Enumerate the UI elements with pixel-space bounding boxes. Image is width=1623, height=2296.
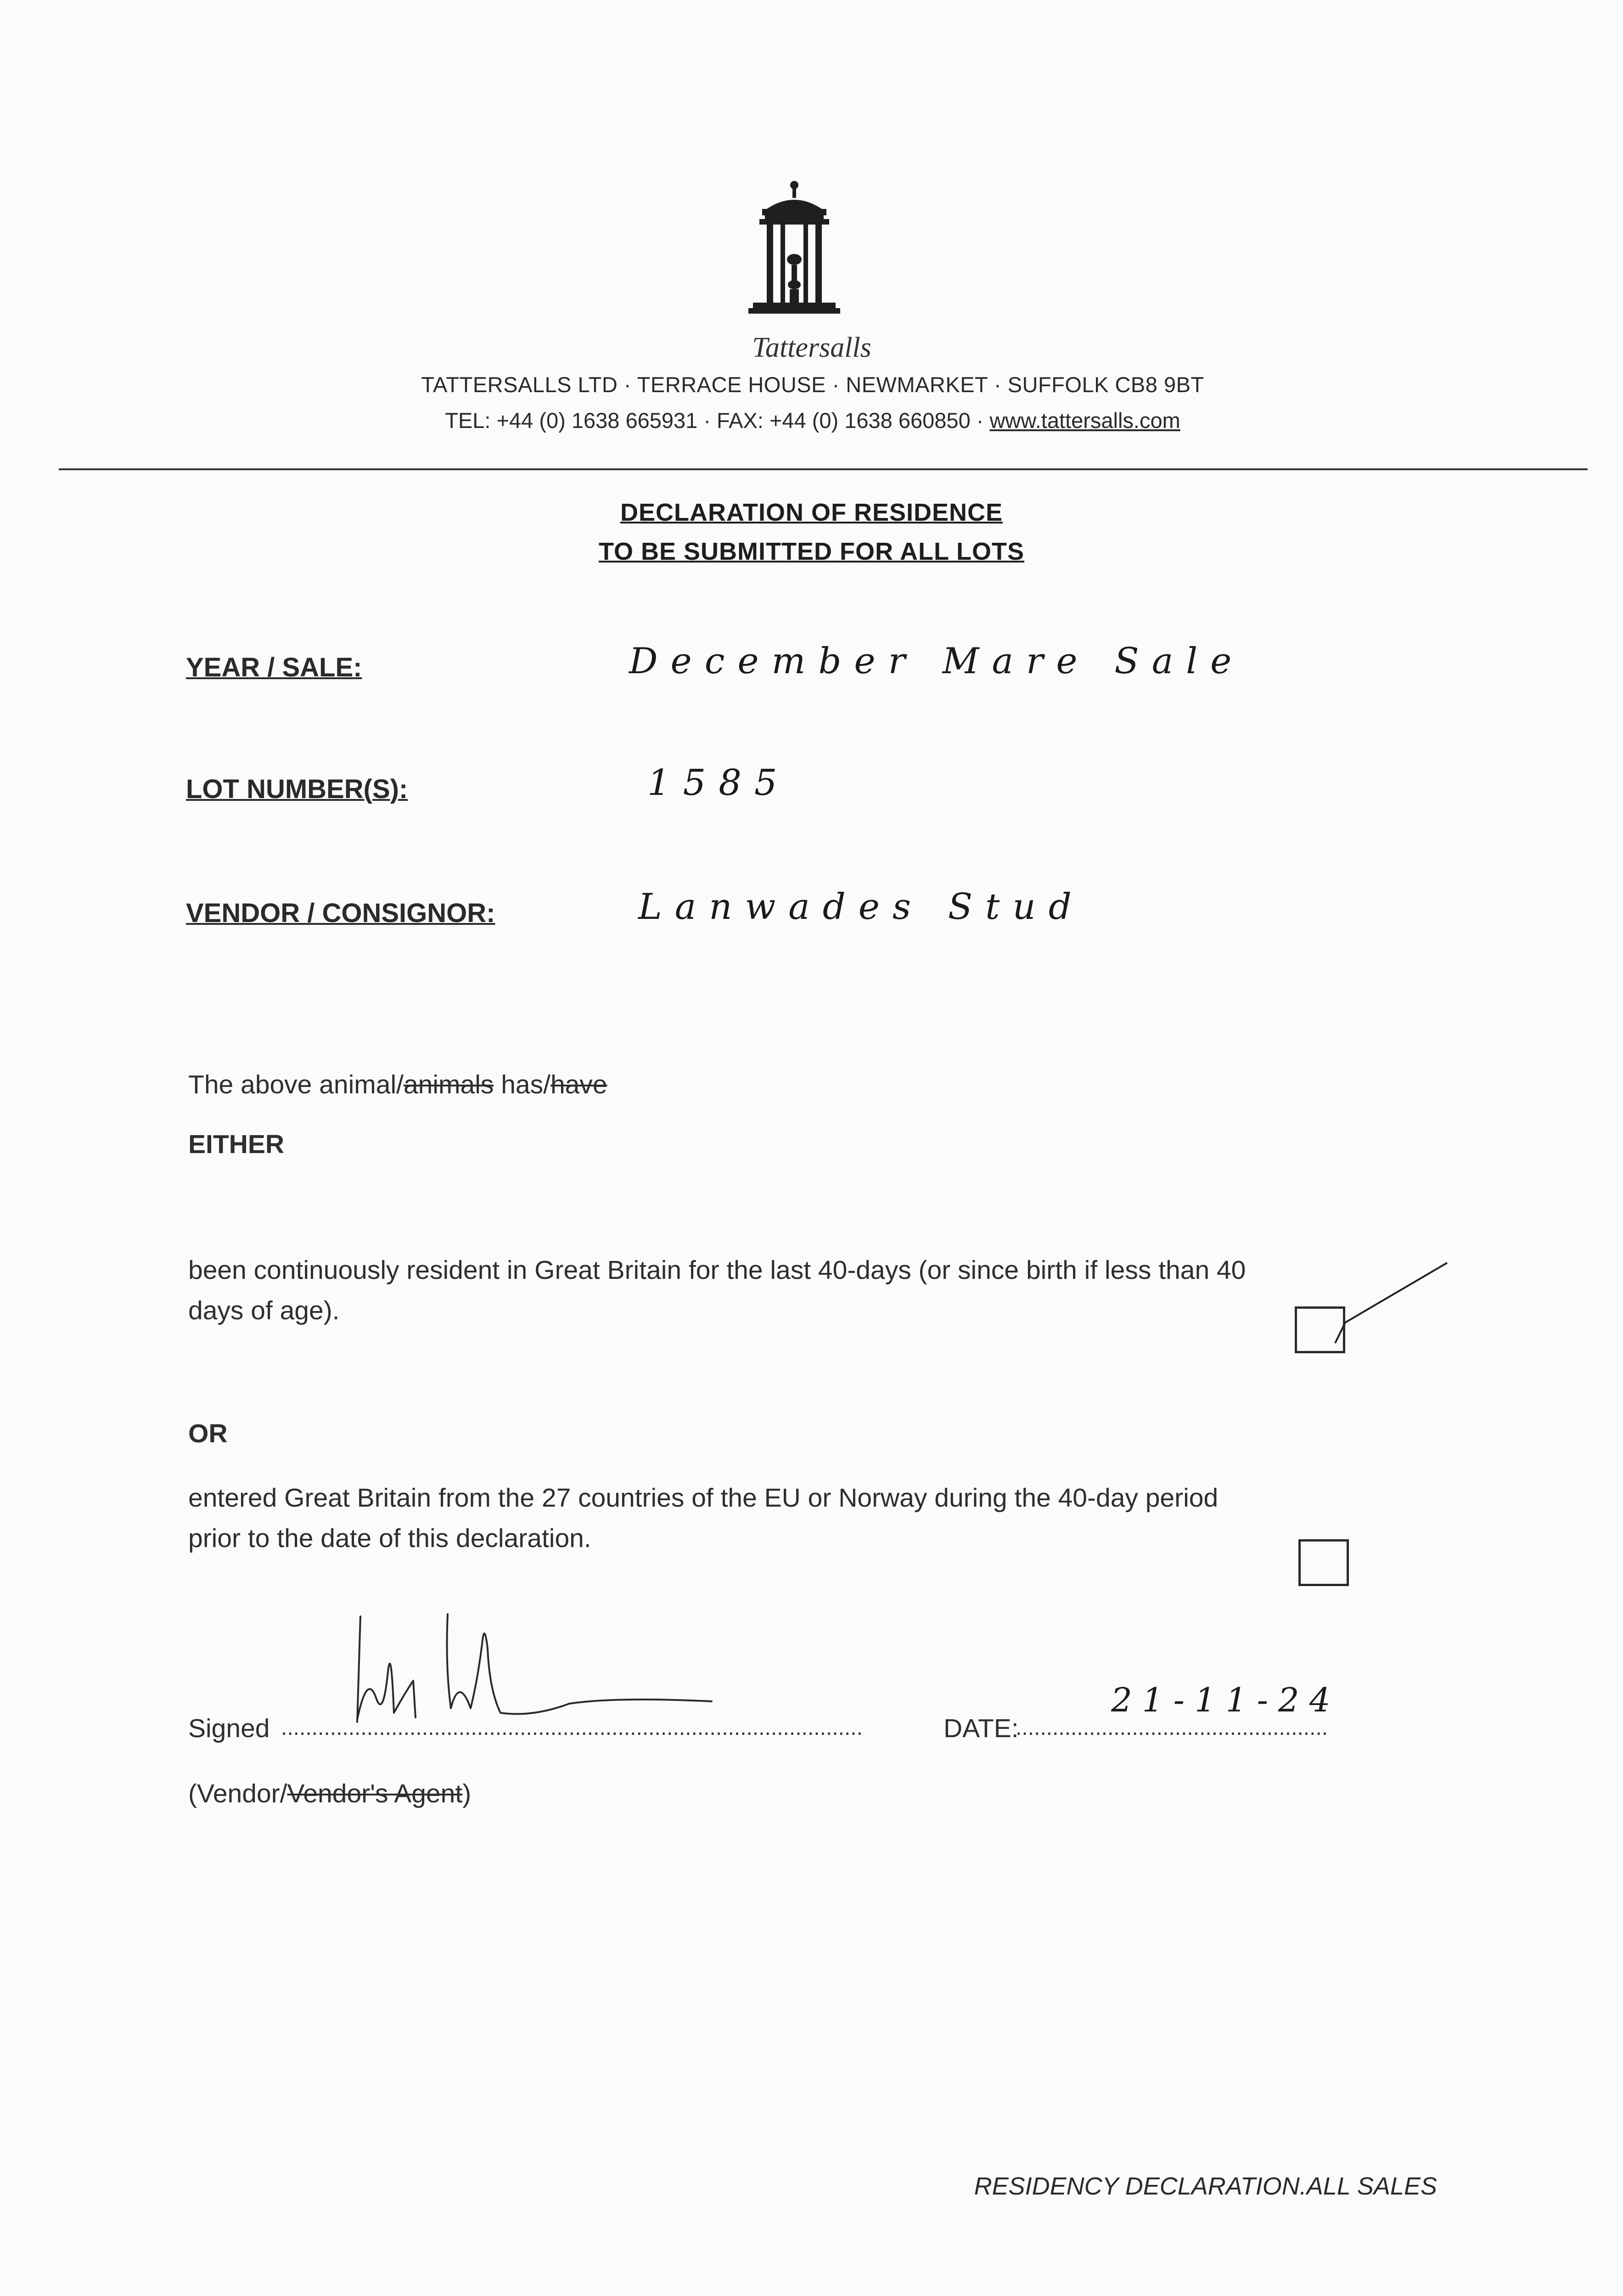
form-title-line2: TO BE SUBMITTED FOR ALL LOTS: [599, 538, 1024, 565]
signed-label: Signed: [188, 1714, 270, 1743]
year-sale-label: YEAR / SALE:: [186, 653, 362, 682]
vendor-signature: [340, 1603, 725, 1736]
role-prefix: (Vendor/: [188, 1779, 287, 1808]
role-suffix: ): [462, 1779, 472, 1808]
either-heading: EITHER: [188, 1130, 285, 1159]
company-address: TATTERSALLS LTD · TERRACE HOUSE · NEWMARKET · SUFFOLK CB8 9BT: [421, 372, 1204, 397]
option2-line2: prior to the date of this declaration.: [188, 1524, 591, 1553]
contact-numbers: TEL: +44 (0) 1638 665931 · FAX: +44 (0) 1638 660850 ·: [445, 408, 990, 433]
lot-number-value[interactable]: 1585: [647, 762, 790, 804]
date-line: ...................................................: [1016, 1716, 1328, 1740]
option1-line1: been continuously resident in Great Britain for the last 40-days (or since birth if less than 40: [188, 1255, 1246, 1285]
form-reference: RESIDENCY DECLARATION.ALL SALES: [974, 2172, 1437, 2200]
website-link[interactable]: www.tattersalls.com: [989, 408, 1180, 433]
brand-name: Tattersalls: [752, 332, 871, 363]
option2-checkbox[interactable]: [1298, 1539, 1349, 1586]
vendor-label: VENDOR / CONSIGNOR:: [186, 898, 495, 928]
form-title-line1: DECLARATION OF RESIDENCE: [620, 499, 1003, 526]
vendor-value[interactable]: Lanwades Stud: [638, 886, 1084, 928]
statement-intro: [188, 1064, 607, 1105]
statement-middle: has/: [494, 1070, 550, 1099]
signature-line: ...............................................................................................: [281, 1716, 863, 1740]
struck-vendor-agent: Vendor's Agent: [287, 1779, 463, 1808]
option1-line2: days of age).: [188, 1296, 340, 1325]
lot-number-label: LOT NUMBER(S):: [186, 774, 408, 804]
statement-prefix: The above animal/: [188, 1070, 404, 1099]
or-heading: OR: [188, 1419, 228, 1448]
date-label: DATE:: [943, 1714, 1019, 1743]
signatory-role: [188, 1773, 471, 1814]
company-contact: [321, 408, 1304, 433]
struck-have: have: [550, 1070, 607, 1099]
option1-text: [188, 1250, 1451, 1331]
struck-animals: animals: [403, 1070, 494, 1099]
year-sale-value[interactable]: December Mare Sale: [629, 641, 1245, 682]
option2-text: [188, 1478, 1451, 1559]
option2-line1: entered Great Britain from the 27 countries of the EU or Norway during the 40-day period: [188, 1483, 1219, 1513]
header-divider: [59, 468, 1588, 470]
option1-tick-mark: [1331, 1258, 1451, 1350]
date-value[interactable]: 21-11-24: [1111, 1681, 1341, 1719]
tattersalls-rotunda-logo-icon: [735, 177, 854, 333]
